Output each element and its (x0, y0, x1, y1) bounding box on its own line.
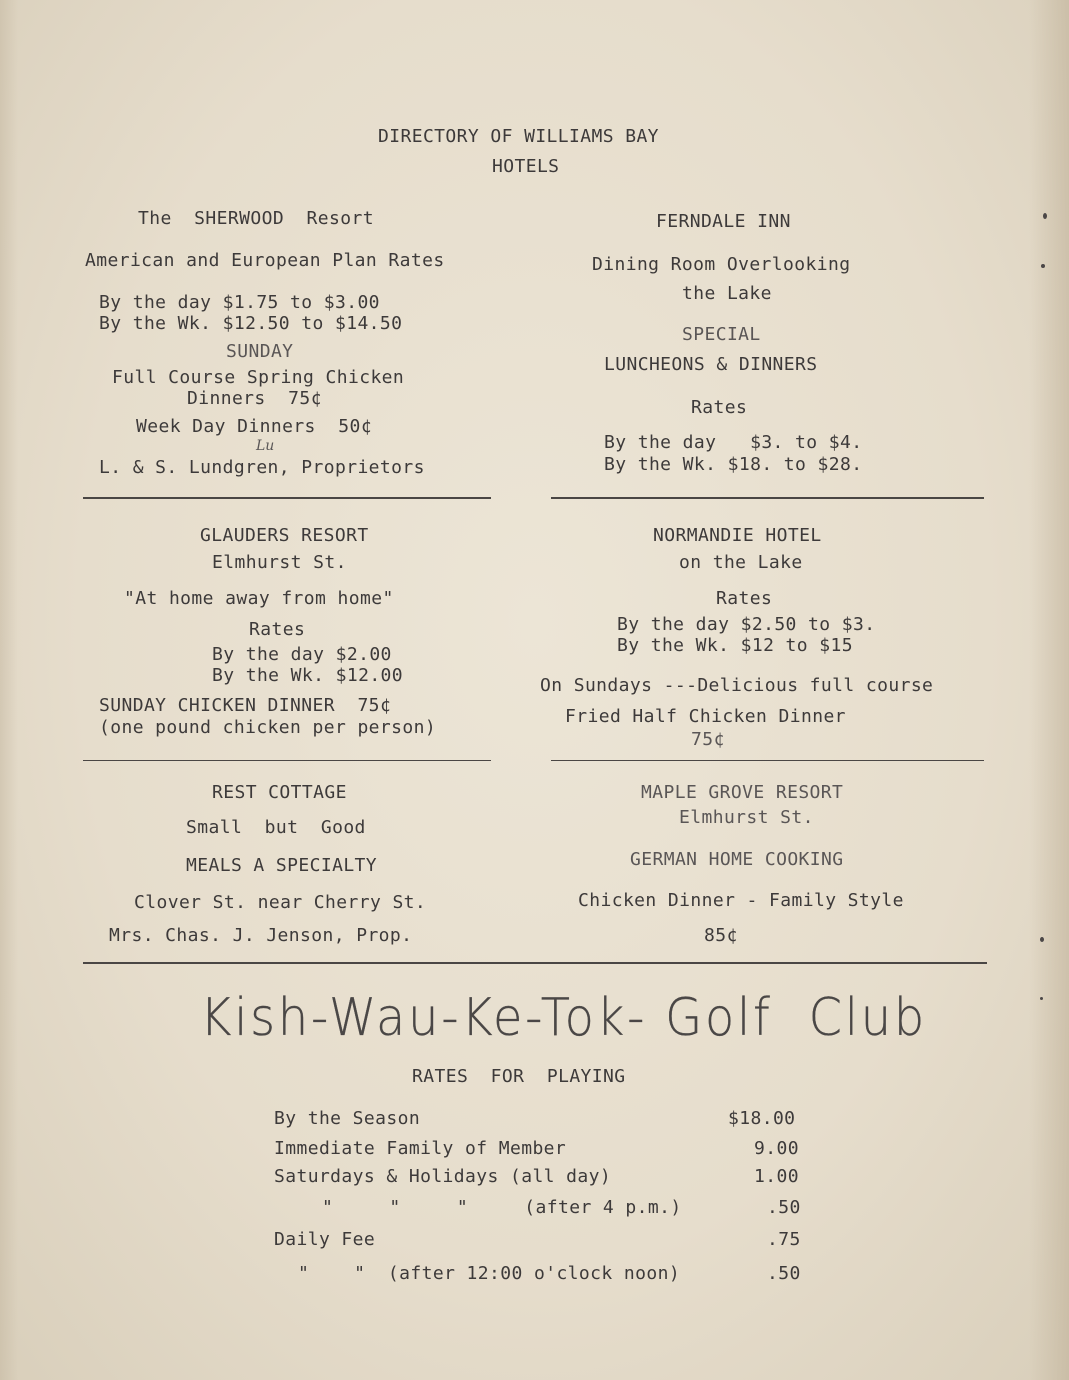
rate-price: $18.00 (728, 1108, 796, 1129)
directory-subtitle: HOTELS (492, 156, 560, 177)
listing-proprietors: L. & S. Lundgren, Proprietors (99, 457, 425, 478)
divider (83, 760, 491, 761)
sunday-dinner: SUNDAY CHICKEN DINNER 75¢ (99, 695, 392, 716)
listing-plan: American and European Plan Rates (85, 250, 445, 271)
listing-line: Dining Room Overlooking (592, 254, 851, 275)
rate-price: 1.00 (754, 1166, 799, 1187)
paper-speck (1043, 213, 1047, 219)
rates-label: Rates (691, 397, 748, 418)
divider (83, 962, 987, 964)
divider (551, 760, 984, 761)
rate-label: " " " (after 4 p.m.) (322, 1197, 682, 1218)
divider (551, 497, 984, 499)
weekday-dinner: Week Day Dinners 50¢ (136, 416, 372, 437)
directory-title: DIRECTORY OF WILLIAMS BAY (378, 126, 659, 147)
rate-day: By the day $2.50 to $3. (617, 614, 876, 635)
listing-name: MAPLE GROVE RESORT (641, 782, 844, 803)
listing-name: The SHERWOOD Resort (138, 208, 374, 229)
rate-price: .50 (767, 1197, 801, 1218)
special-label: SPECIAL (682, 324, 761, 345)
divider (83, 497, 491, 499)
luncheons-label: LUNCHEONS & DINNERS (604, 354, 818, 375)
listing-tagline: "At home away from home" (124, 588, 394, 609)
rates-label: Rates (249, 619, 306, 640)
page-edge-left (0, 0, 18, 1380)
dinner-price: Dinners 75¢ (187, 388, 322, 409)
rate-week: By the Wk. $12 to $15 (617, 635, 853, 656)
paper-speck (1040, 937, 1044, 942)
listing-proprietor: Mrs. Chas. J. Jenson, Prop. (109, 925, 413, 946)
listing-location: on the Lake (679, 552, 803, 573)
rate-day: By the day $1.75 to $3.00 (99, 292, 380, 313)
rate-label: Immediate Family of Member (274, 1138, 567, 1159)
sunday-line: On Sundays ---Delicious full course (540, 675, 934, 696)
dinner-note: (one pound chicken per person) (99, 717, 437, 738)
listing-address: Clover St. near Cherry St. (134, 892, 427, 913)
paper-speck (1040, 997, 1043, 1000)
listing-street: Elmhurst St. (679, 807, 814, 828)
cooking-label: GERMAN HOME COOKING (630, 849, 844, 870)
rate-day: By the day $3. to $4. (604, 432, 863, 453)
rates-heading: RATES FOR PLAYING (412, 1066, 626, 1087)
listing-line: the Lake (682, 283, 772, 304)
rate-label: " " (after 12:00 o'clock noon) (298, 1263, 681, 1284)
listing-name: REST COTTAGE (212, 782, 347, 803)
sunday-label: SUNDAY (226, 341, 294, 362)
listing-name: FERNDALE INN (656, 211, 791, 232)
handwritten-note: Lu (256, 438, 275, 454)
listing-name: GLAUDERS RESORT (200, 525, 369, 546)
listing-tagline: Small but Good (186, 817, 366, 838)
dinner-price: 75¢ (691, 729, 725, 750)
rate-price: .75 (767, 1229, 801, 1250)
rate-price: 9.00 (754, 1138, 799, 1159)
golf-club-title: Kish-Wau-Ke-Tok- Golf Club (200, 988, 928, 1048)
paper-speck (1041, 264, 1045, 268)
rate-day: By the day $2.00 (212, 644, 392, 665)
listing-street: Elmhurst St. (212, 552, 347, 573)
page-edge-right (1029, 0, 1069, 1380)
dinner-line: Full Course Spring Chicken (112, 367, 405, 388)
rate-label: By the Season (274, 1108, 421, 1129)
rate-price: .50 (767, 1263, 801, 1284)
rate-label: Daily Fee (274, 1229, 376, 1250)
rates-label: Rates (716, 588, 773, 609)
dinner-price: 85¢ (704, 925, 738, 946)
rate-week: By the Wk. $18. to $28. (604, 454, 863, 475)
dinner-line: Chicken Dinner - Family Style (578, 890, 904, 911)
listing-name: NORMANDIE HOTEL (653, 525, 822, 546)
rate-week: By the Wk. $12.50 to $14.50 (99, 313, 403, 334)
dinner-line: Fried Half Chicken Dinner (565, 706, 846, 727)
rate-week: By the Wk. $12.00 (212, 665, 404, 686)
rate-label: Saturdays & Holidays (all day) (274, 1166, 612, 1187)
meals-label: MEALS A SPECIALTY (186, 855, 378, 876)
